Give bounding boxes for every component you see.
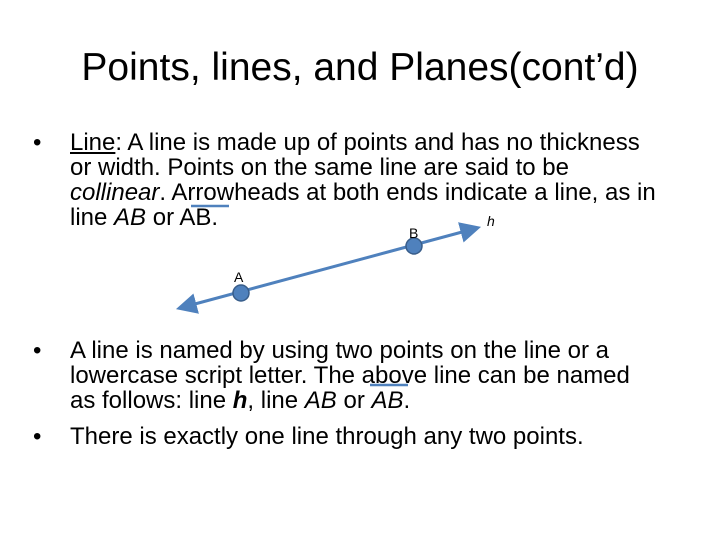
bullet2-line3-or: or (336, 387, 372, 414)
line-h-label: h (487, 213, 495, 229)
bullet-marker: • (33, 423, 42, 450)
notation-h: h (232, 387, 248, 414)
bullet1-line2: or width. Points on the same line are said to be (70, 154, 569, 181)
bullet2-line1: A line is named by using two points on the line or a (70, 337, 609, 364)
bullet1-line3-rest: . Arrowheads at both ends indicate a line, as in (159, 179, 656, 206)
point-a (233, 285, 249, 301)
bullet3-line1: There is exactly one line through any two points. (70, 423, 584, 450)
bullet-marker: • (33, 129, 42, 156)
term-collinear: collinear (70, 179, 160, 206)
slide-title: Points, lines, and Planes(cont’d) (81, 46, 639, 89)
bullet1-line4-mid: or AB. (146, 204, 219, 231)
line-h (180, 228, 477, 308)
bullet-marker: • (33, 337, 42, 364)
bullet2-line3-pre: as follows: line (70, 387, 233, 414)
point-b-label: B (409, 225, 419, 241)
bullet2-line3-end: . (403, 387, 411, 414)
term-line: Line (70, 129, 116, 156)
bullet1-line1-rest: : A line is made up of points and has no thickness (115, 129, 640, 156)
bullet2-line2: lowercase script letter. The above line can be named (70, 362, 630, 389)
notation-ab-2: AB (371, 387, 404, 414)
bullet2-line3-mid: , line (247, 387, 305, 414)
point-a-label: A (234, 269, 244, 285)
notation-ab-1: AB (304, 387, 337, 414)
bullet1-line4-pre: line (70, 204, 115, 231)
notation-ab-italic: AB (114, 204, 147, 231)
